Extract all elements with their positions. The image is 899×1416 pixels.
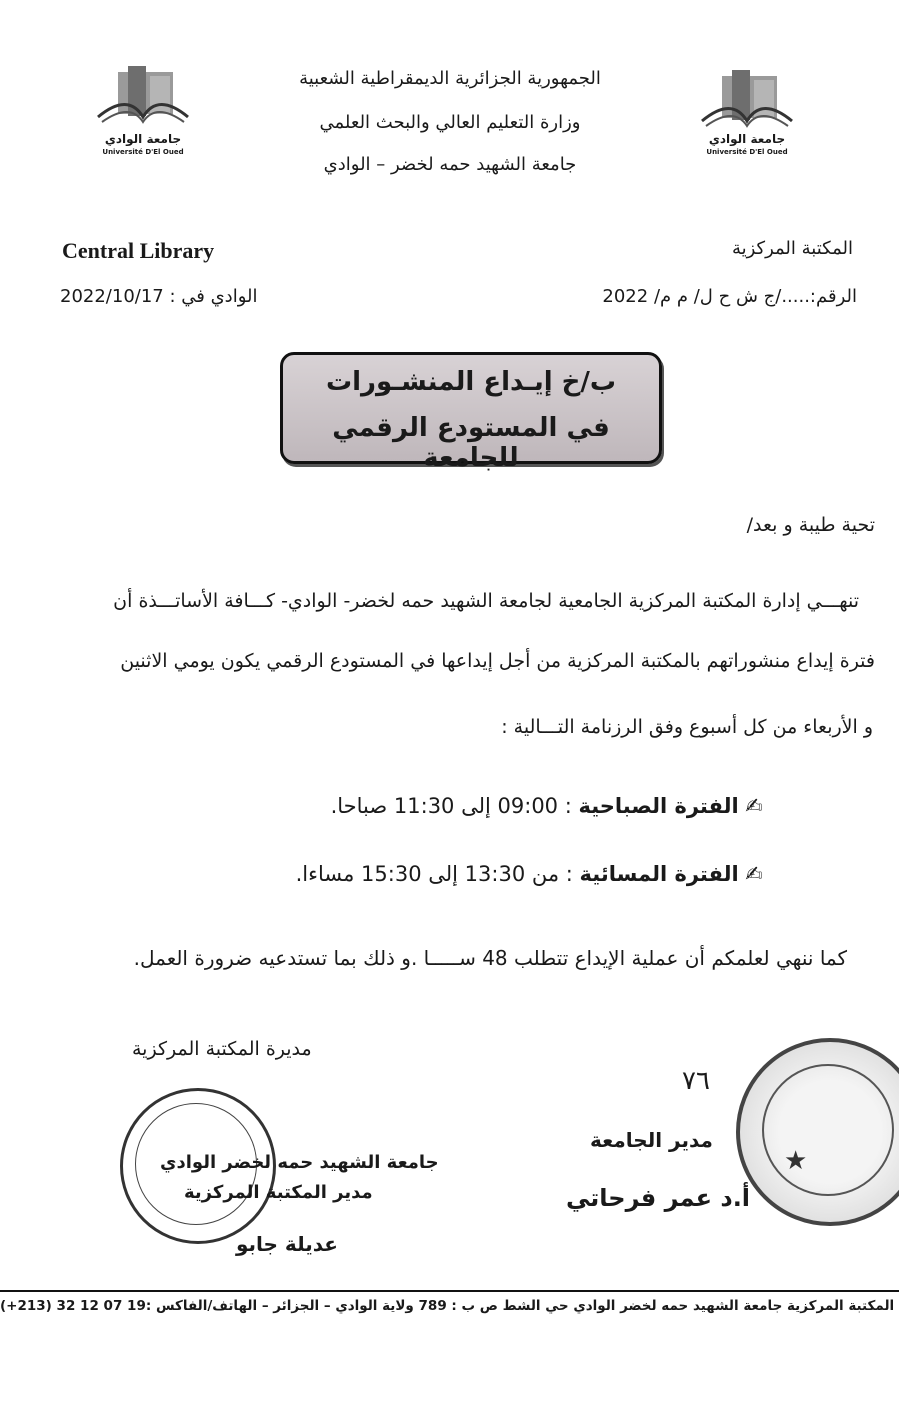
header-ministry: وزارة التعليم العالي والبحث العلمي [319,112,581,133]
university-logo-left [88,62,198,156]
subject-line-2: في المستودع الرقمي للجامعة [332,413,610,473]
rector-name: أ.د عمر فرحاتي [566,1184,751,1212]
morning-label: الفترة الصباحية [578,794,739,818]
document-date: الوادي في : 2022/10/17 [60,286,258,307]
logo-arabic-text: جامعة الوادي [104,132,182,146]
logo-latin-text: Université D'El Oued [102,148,184,156]
paragraph-line-2: فترة إيداع منشوراتهم بالمكتبة المركزية من أجل إيداعها في المستودع الرقمي يكون يومي الاثنين [120,650,875,672]
official-seal [736,1038,899,1226]
evening-value: : من 13:30 إلى 15:30 مساءا. [295,862,580,886]
paragraph-line-1: تنهـــي إدارة المكتبة المركزية الجامعية لجامعة الشهيد حمه لخضر- الوادي- كـــافة الأساتـــذة أن [113,590,859,612]
subject-line-1: ب/خ إيـداع المنشـورات [325,367,617,397]
footer-divider [0,1290,899,1292]
stamp-line-director: مدير المكتبة المركزية [184,1182,373,1203]
university-logo-right [692,66,802,156]
signatory-title: مديرة المكتبة المركزية [132,1038,312,1060]
library-name-english: Central Library [62,238,215,263]
logo-arabic-text: جامعة الوادي [708,132,786,146]
stamp-name: عديلة جابو [236,1232,338,1256]
closing-paragraph: كما ننهي لعلمكم أن عملية الإيداع تتطلب 48 ســـــا .و ذلك بما تستدعيه ضرورة العمل. [133,946,847,970]
subject-box [280,352,662,473]
reference-number: الرقم:...../ج ش ح ل/ م م/ 2022 [602,286,857,307]
rector-title: مدير الجامعة [590,1128,713,1152]
footer-address: المكتبة المركزية جامعة الشهيد حمه لخضر الوادي حي الشط ص ب : 789 ولاية الوادي – الجزائر – الهاتف/الفاكس :19 07 12 32 (213+) [0,1298,895,1314]
library-name-arabic: المكتبة المركزية [731,238,853,259]
evening-label: الفترة المسائية [579,862,739,886]
handwritten-number: ٧٦ [682,1066,710,1096]
header-university: جامعة الشهيد حمه لخضر – الوادي [323,154,577,175]
greeting: تحية طيبة و بعد/ [746,514,875,536]
stamp-line-university: جامعة الشهيد حمه لخضر الوادي [160,1152,439,1173]
header-republic: الجمهورية الجزائرية الديمقراطية الشعبية [299,68,601,89]
pencil-bullet-icon: ✍ [745,862,763,886]
morning-value: : 09:00 إلى 11:30 صباحا. [330,794,579,818]
logo-latin-text: Université D'El Oued [706,148,788,156]
paragraph-line-3: و الأربعاء من كل أسبوع وفق الرزنامة التـــالية : [501,716,873,738]
evening-period [296,862,763,886]
morning-period [331,794,763,818]
star-icon: ★ [784,1146,808,1176]
pencil-bullet-icon: ✍ [745,794,763,818]
